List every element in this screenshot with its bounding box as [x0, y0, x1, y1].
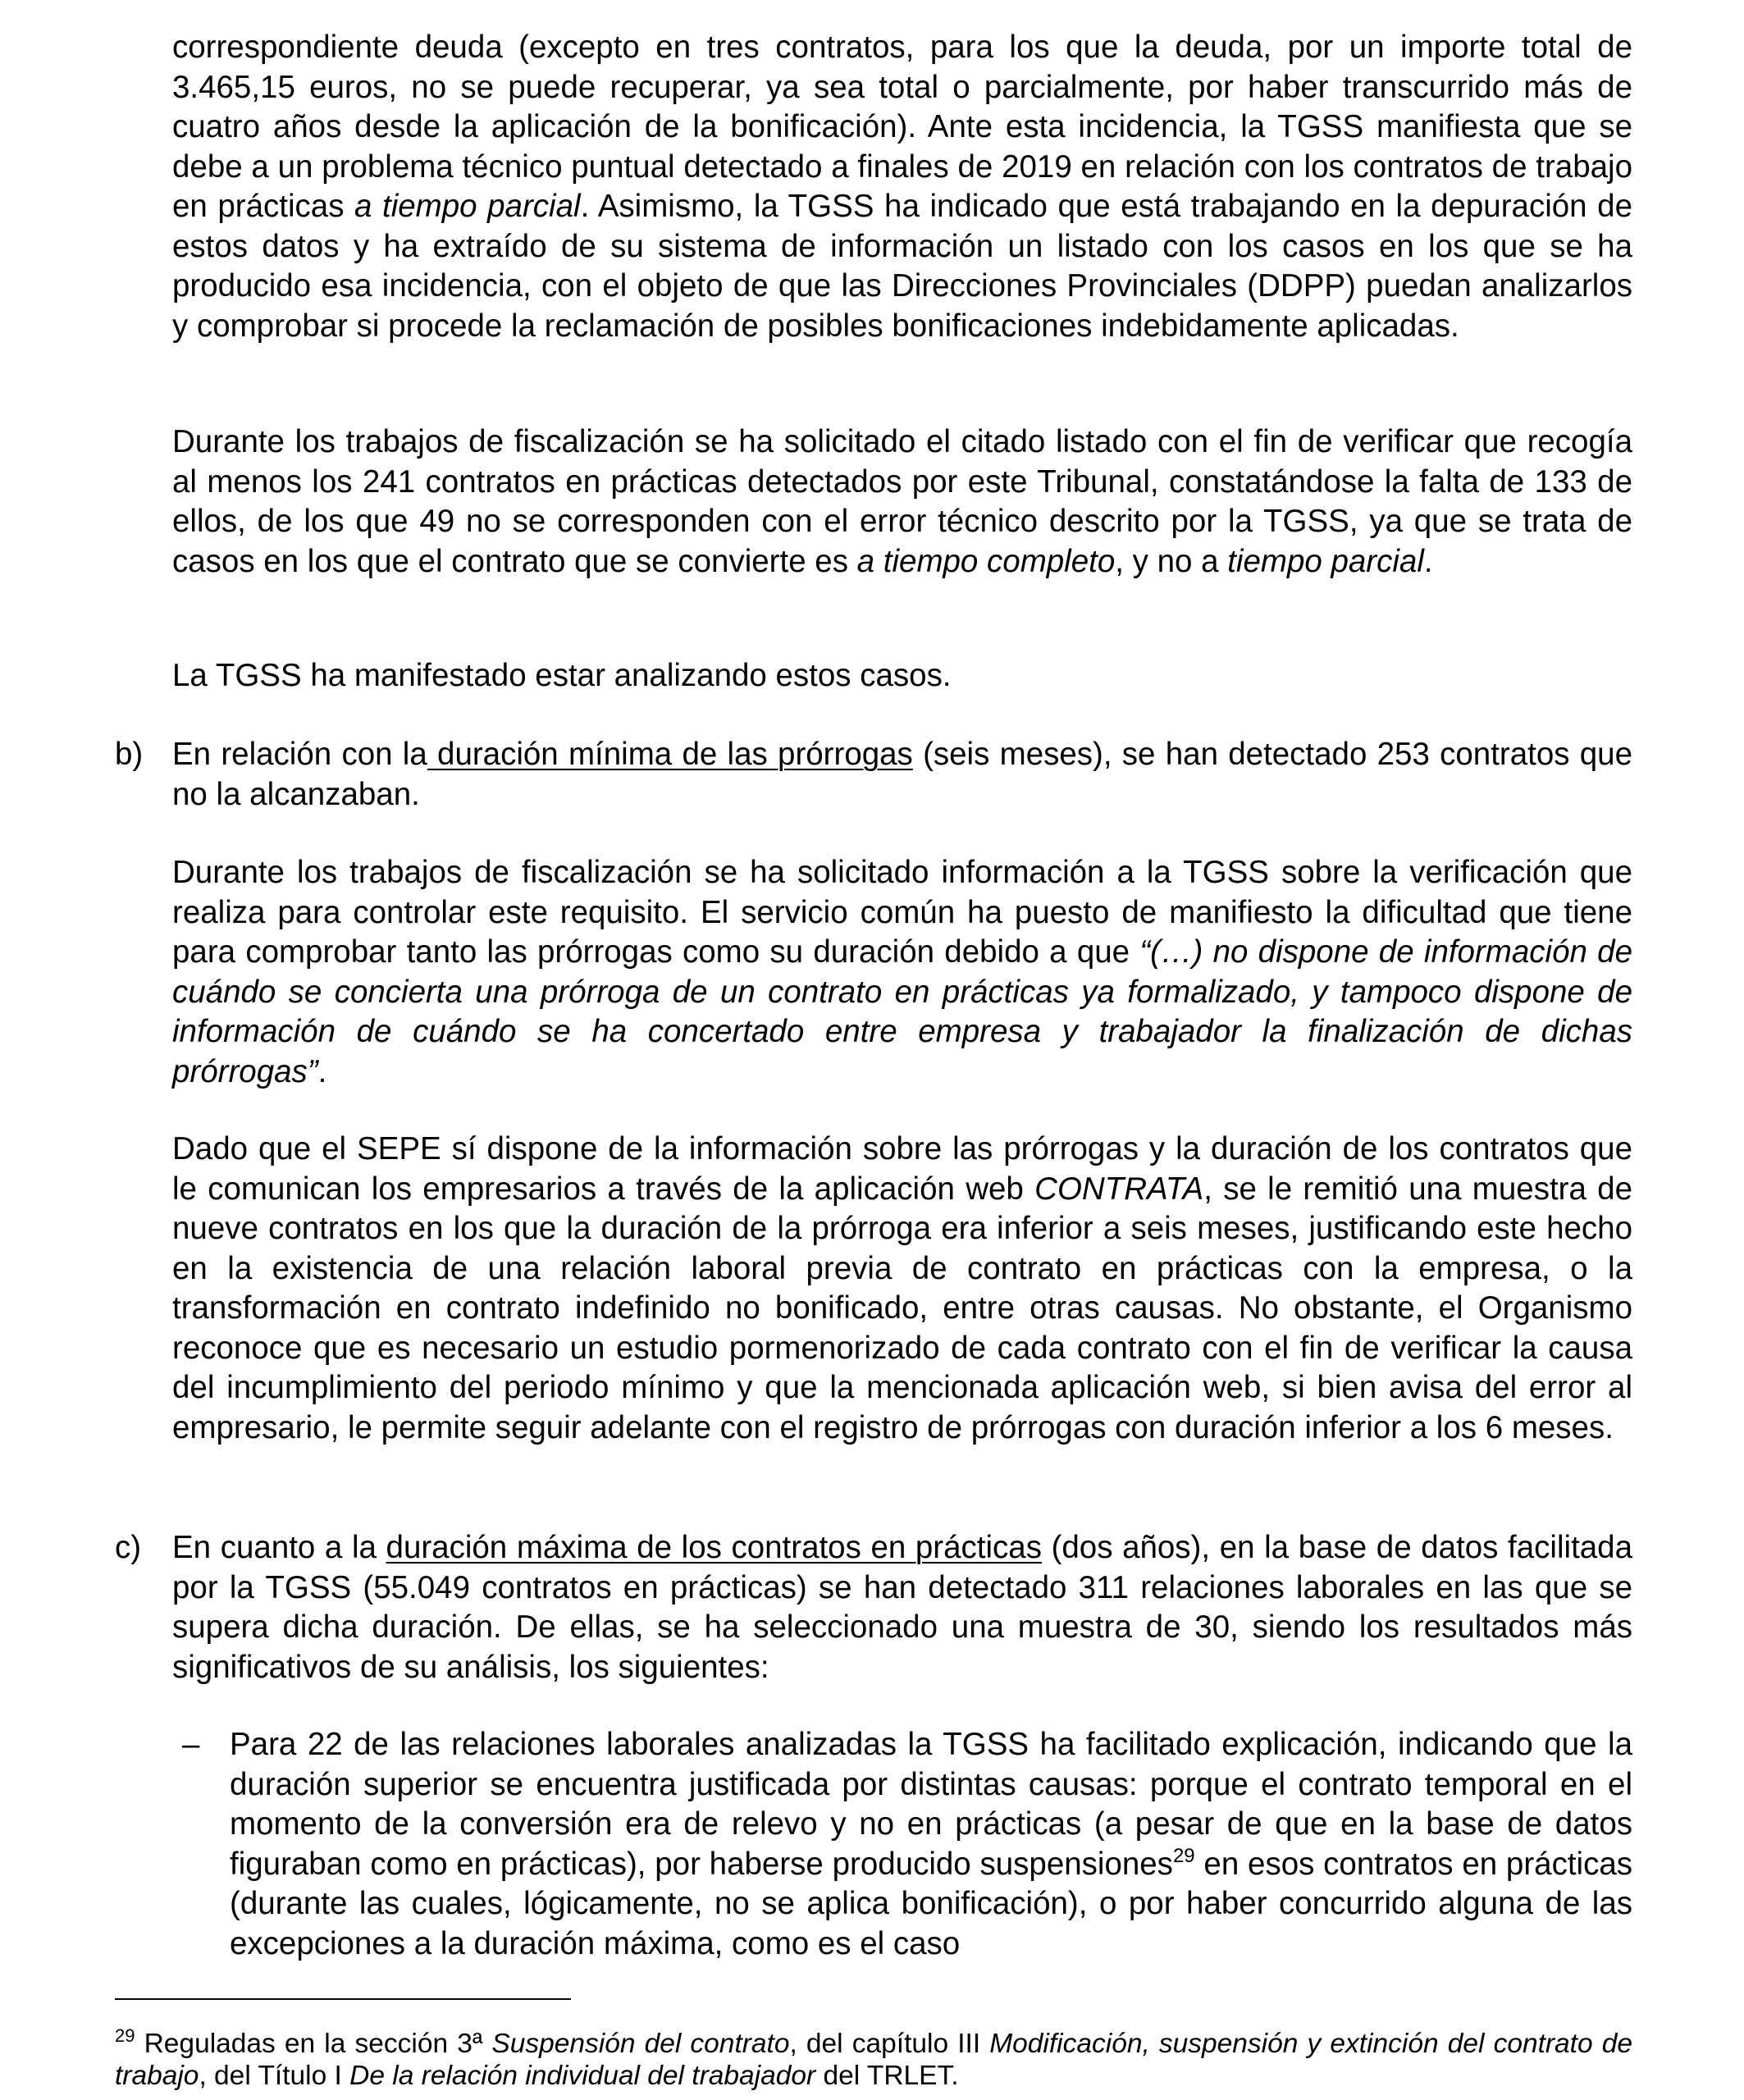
- footnote-separator: [115, 1998, 571, 2000]
- text-span: En cuanto a la: [172, 1530, 386, 1565]
- italic-span: a tiempo parcial: [354, 189, 581, 224]
- footnote-reference[interactable]: 29: [1172, 1844, 1195, 1867]
- text-span: .: [317, 1053, 327, 1089]
- paragraph-analizando: La TGSS ha manifestado estar analizando estos casos.: [172, 658, 952, 693]
- text-span: (dos años), en la base de datos facilitada por la TGSS (55.049 contratos en prácticas) se han detectado 311 relaciones laborales en las que se supera dicha duración. De ellas, se ha seleccionado una muestra de 30, siendo los resultados más significativos de su análisis, los siguientes:: [172, 1530, 1632, 1685]
- item-b-duracion-minima: [172, 735, 1632, 815]
- italic-span: Modificación, suspensión y extinción del contrato de trabajo: [115, 2029, 1632, 2091]
- italic-span: De la relación individual del trabajador: [349, 2061, 816, 2091]
- text-span: Durante los trabajos de fiscalización se ha solicitado el citado listado con el fin de verificar que recogía al menos los 241 contratos en prácticas detectados por este Tribunal, constatándose la falta de 133 de ellos, de los que 49 no se corresponden con el error técnico descrito por la TGSS, ya que se trata de casos en los que el contrato que se convierte es: [172, 424, 1632, 579]
- underlined-term: duración máxima de los contratos en prácticas: [386, 1530, 1042, 1565]
- item-c-duracion-maxima: [172, 1528, 1632, 1687]
- text-span: , se le remitió una muestra de nueve contratos en los que la duración de la prórroga era inferior a seis meses, justificando este hecho en la existencia de una relación laboral previa de contrato en prácticas con la empresa, o la transformación en contrato indefinido no bonificado, entre otras causas. No obstante, el Organismo reconoce que es necesario un estudio pormenorizado de cada contrato con el fin de verificar la causa del incumplimiento del periodo mínimo y que la mencionada aplicación web, si bien avisa del error al empresario, le permite seguir adelante con el registro de prórrogas con duración inferior a los 6 meses.: [172, 1171, 1632, 1445]
- paragraph-sepe: [172, 1130, 1632, 1448]
- text-span: , del capítulo III: [789, 2029, 990, 2059]
- text-span: Reguladas en la sección 3ª: [135, 2029, 492, 2059]
- text-span: del TRLET.: [815, 2061, 959, 2091]
- text-span: , y no a: [1115, 543, 1228, 579]
- text-span: Dado que el SEPE sí dispone de la información sobre las prórrogas y la duración de los contratos que le comunican los empresarios a través de la aplicación web: [172, 1131, 1632, 1207]
- underlined-term: duración mínima de las prórrogas: [427, 737, 913, 772]
- footnote-29: [115, 2025, 1632, 2092]
- paragraph-verificacion: [172, 853, 1632, 1092]
- text-span: en esos contratos en prácticas (durante las cuales, lógicamente, no se aplica bonificación), o por haber concurrido alguna de las excepciones a la duración máxima, como es el caso: [230, 1846, 1632, 1961]
- text-span: , del Título I: [199, 2061, 350, 2091]
- text-span: En relación con la: [172, 737, 427, 772]
- italic-span: tiempo parcial: [1227, 543, 1424, 579]
- list-marker-b: b): [115, 737, 144, 772]
- text-span: correspondiente deuda (excepto en tres contratos, para los que la deuda, por un importe total de 3.465,15 euros, no se puede recuperar, ya sea total o parcialmente, por haber transcurrido más de cuatro años desde la aplicación de la bonificación). Ante esta incidencia, la TGSS manifiesta que se debe a un problema técnico puntual detectado a finales de 2019 en relación con los contratos de trabajo en prácticas: [172, 30, 1632, 224]
- quote-italic: “(…) no dispone de información de cuándo se concierta una prórroga de un contrato en prácticas ya formalizado, y tampoco dispone de información de cuándo se ha concertado entre empresa y trabajador la finalización de dichas prórrogas”: [172, 934, 1632, 1089]
- italic-span: Suspensión del contrato: [491, 2029, 790, 2059]
- paragraph-incidencia: [172, 28, 1632, 346]
- text-span: Durante los trabajos de fiscalización se ha solicitado información a la TGSS sobre la verificación que realiza para controlar este requisito. El servicio común ha puesto de manifiesto la dificultad que tiene para comprobar tanto las prórrogas como su duración debido a que: [172, 855, 1632, 970]
- paragraph-listado: [172, 422, 1632, 582]
- text-span: . Asimismo, la TGSS ha indicado que está trabajando en la depuración de estos datos y ha extraído de su sistema de información un listado con los casos en los que se ha producido esa incidencia, con el objeto de que las Direcciones Provinciales (DDPP) puedan analizarlos y comprobar si procede la reclamación de posibles bonificaciones indebidamente aplicadas.: [172, 189, 1632, 344]
- italic-span: CONTRATA: [1034, 1171, 1204, 1207]
- text-span: Para 22 de las relaciones laborales analizadas la TGSS ha facilitado explicación, indicando que la duración superior se encuentra justificada por distintas causas: porque el contrato temporal en el momento de la conversión era de relevo y no en prácticas (a pesar de que en la base de datos figuraban como en prácticas), por haberse producido suspensiones: [230, 1727, 1632, 1882]
- dash-marker: –: [182, 1727, 200, 1762]
- text-span: .: [1423, 543, 1433, 579]
- list-marker-c: c): [115, 1530, 142, 1565]
- italic-span: a tiempo completo: [856, 543, 1116, 579]
- footnote-number: 29: [115, 2025, 135, 2046]
- text-span: (seis meses), se han detectado 253 contratos que no la alcanzaban.: [172, 737, 1632, 812]
- dash-item-22-relaciones: [230, 1725, 1632, 1964]
